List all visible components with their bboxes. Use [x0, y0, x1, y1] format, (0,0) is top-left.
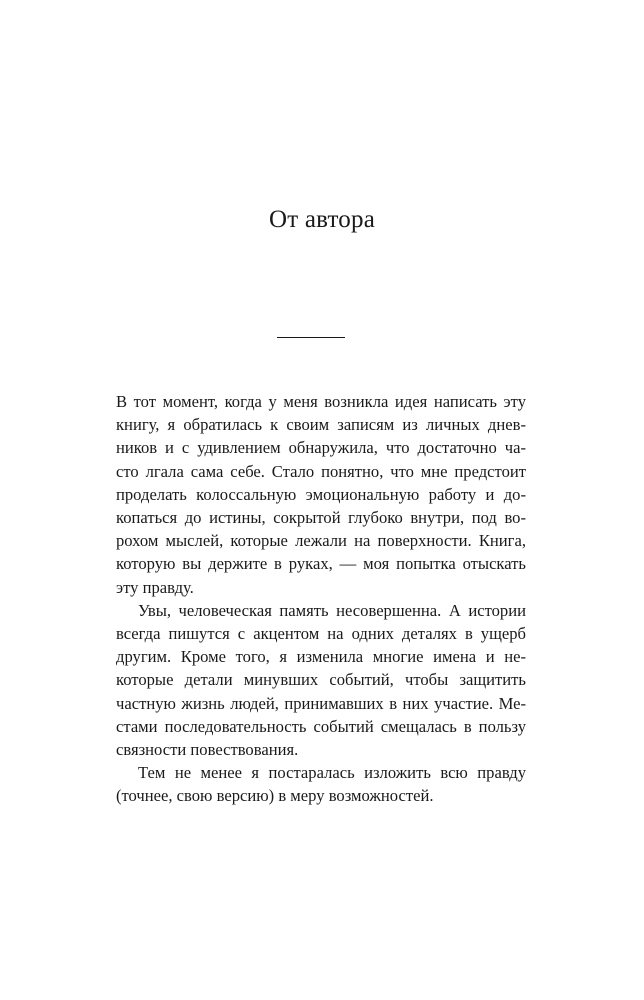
text-line: (точнее, свою версию) в меру возможностей.	[116, 786, 434, 806]
text-line: эту правду.	[116, 577, 194, 597]
text-line: Тем не менее я постаралась изложить всю правду	[138, 763, 526, 783]
text-line: которые детали минувших событий, чтобы защитить	[116, 670, 526, 690]
body-text	[116, 390, 526, 808]
text-line: частную жизнь людей, принимавших в них участие. Ме-	[116, 693, 526, 713]
text-line: связности повествования.	[116, 740, 299, 760]
text-line: другим. Кроме того, я изменила многие имена и не-	[116, 647, 526, 667]
chapter-title: От автора	[269, 206, 375, 233]
paragraph-1	[116, 390, 526, 599]
text-line: ников и с удивлением обнаружила, что достаточно ча-	[116, 438, 526, 458]
text-line: всегда пишутся с акцентом на одних деталях в ущерб	[116, 624, 526, 644]
text-line: книгу, я обратилась к своим записям из личных днев-	[116, 415, 526, 435]
paragraph-2	[116, 599, 526, 761]
text-line: копаться до истины, сокрытой глубоко внутри, под во-	[116, 508, 526, 528]
text-line: проделать колоссальную эмоциональную работу и до-	[116, 484, 526, 504]
text-line: которую вы держите в руках, — моя попытка отыскать	[116, 554, 526, 574]
text-line: В тот момент, когда у меня возникла идея написать эту	[116, 392, 526, 411]
paragraph-3	[116, 761, 526, 807]
text-line: рохом мыслей, которые лежали на поверхности. Книга,	[116, 531, 526, 551]
title-divider	[277, 337, 345, 338]
text-line: стами последовательность событий смещалась в пользу	[116, 716, 526, 736]
text-line: Увы, человеческая память несовершенна. А истории	[138, 600, 526, 620]
text-line: сто лгала сама себе. Стало понятно, что мне предстоит	[116, 461, 526, 481]
